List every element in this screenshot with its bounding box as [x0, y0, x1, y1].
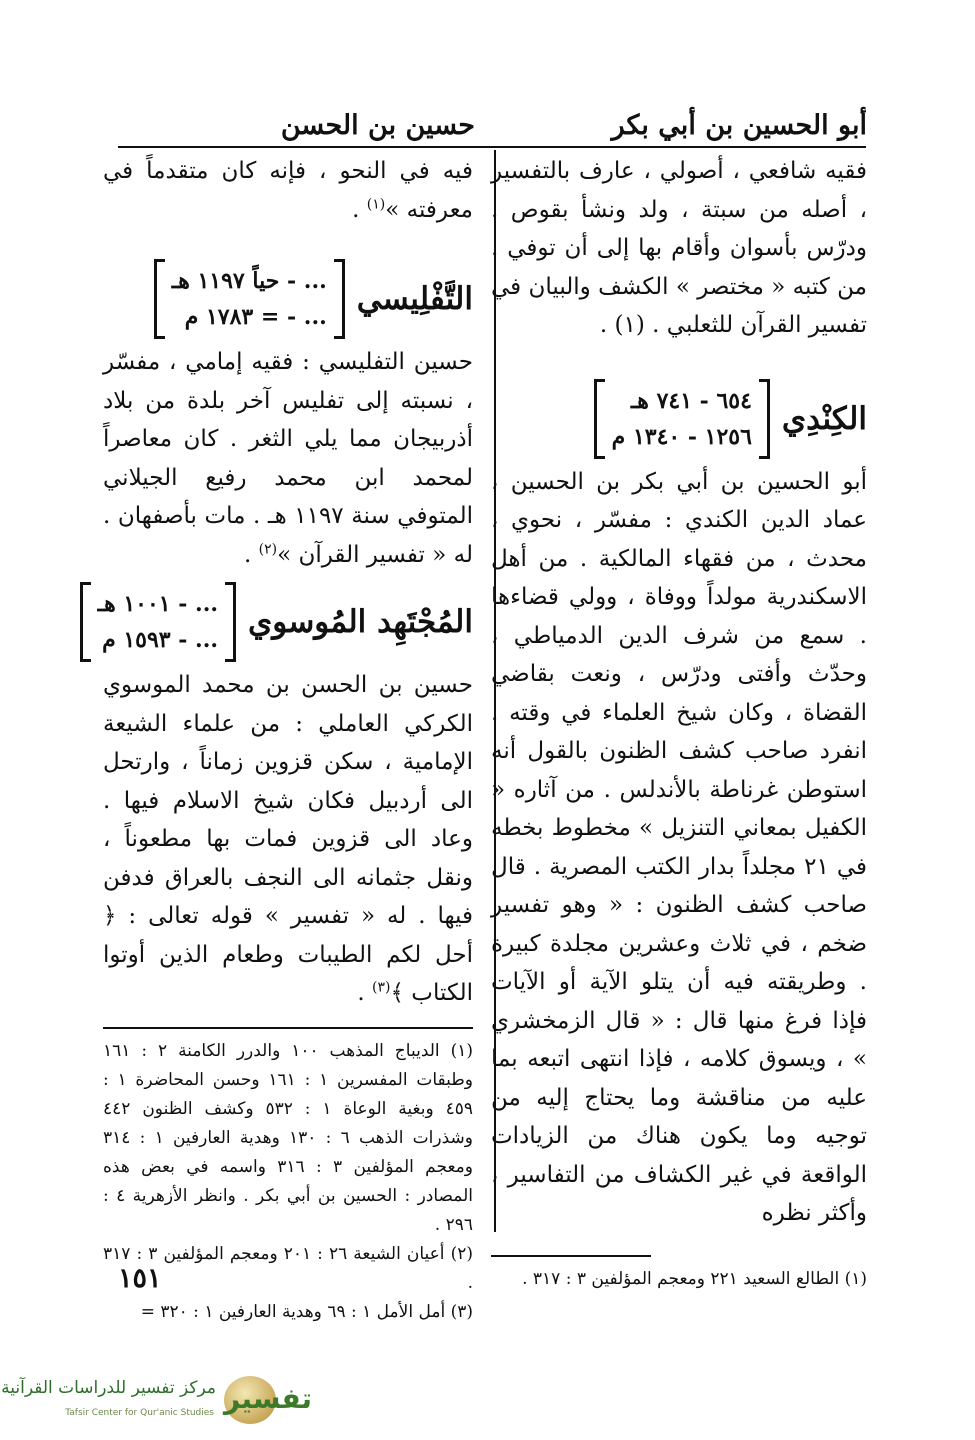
footnote-ref: (٣): [372, 979, 391, 996]
entry-body: حسين بن الحسن بن محمد الموسوي الكركي العاملي : من علماء الشيعة الإمامية ، سكن قزوين زماناً ، وارتحل الى أردبيل فكان شيخ الاسلام فيها . وعاد الى قزوين فمات بها مطعوناً ، ونقل جثمانه الى النجف بالعراق فدفن فيها . له « تفسير » قوله تعالى : ﴿ أحل لكم الطيبات وطعام الذين أوتوا الكتاب ﴾: [103, 672, 473, 1006]
entry-heading-musawi: [97, 582, 473, 662]
footnote: (١) الطالع السعيد ٢٢١ ومعجم المؤلفين ٣ : ٣١٧ .: [522, 1268, 867, 1289]
dates-hijri: ... - حياً ١١٩٧ هـ: [171, 268, 327, 294]
running-head-left: حسين بن الحسن: [280, 110, 475, 141]
footnote-rule: [103, 1027, 473, 1029]
logo-wordmark: تفسير: [223, 1382, 312, 1415]
entry-text: حسين بن الحسن بن محمد الموسوي الكركي العاملي : من علماء الشيعة الإمامية ، سكن قزوين زماناً ، وارتحل الى أردبيل فكان شيخ الاسلام فيها . وعاد الى قزوين فمات بها مطعوناً ، ونقل جثمانه الى النجف بالعراق فدفن فيها . له « تفسير » قوله تعالى : ﴿ أحل لكم الطيبات وطعام الذين أوتوا الكتاب ﴾$^{(٣)}$ .: [103, 672, 473, 1006]
entry-name: التَّفْلِيسي: [356, 281, 473, 317]
continued-entry-text: فقيه شافعي ، أصولي ، عارف بالتفسير ، أصله من سبتة ، ولد ونشأ بقوص . ودرّس بأسوان وأقام بها إلى أن توفي . من كتبه « مختصر » الكشف والبيان في تفسير القرآن للثعلبي . (١) .: [491, 158, 867, 338]
entry-dates: [80, 582, 236, 662]
footnote: (١) الديباج المذهب ١٠٠ والدرر الكامنة ٢ : ١٦١ وطبقات المفسرين ١ : ١٦١ وحسن المحاضرة ١ : ٤٥٩ وبغية الوعاة ١ : ٥٣٢ وكشف الظنون ٤٤٢ وشذرات الذهب ٦ : ١٣٠ وهدية العارفين ١ : ٣١٤ ومعجم المؤلفين ٣ : ٣١٦ واسمه في بعض هذه المصادر : الحسين بن أبي بكر . وانظر الأزهرية ٤ : ٢٩٦ .: [103, 1040, 473, 1235]
header-rule: [118, 146, 866, 148]
entry-dates: [154, 259, 345, 339]
entry-name: الكِنْدِي: [781, 400, 867, 437]
running-head-right: أبو الحسين بن أبي بكر: [611, 110, 867, 141]
footnote-ref: (١): [366, 195, 386, 212]
footnote: (٣) أمل الأمل ١ : ٦٩ وهدية العارفين ١ : ٣٢٠ =: [140, 1301, 473, 1322]
left-column: [97, 152, 473, 1327]
entry-dates: [594, 379, 770, 459]
footnote: (٢) أعيان الشيعة ٢٦ : ٢٠١ ومعجم المؤلفين ٣ : ٣١٧ .: [103, 1243, 473, 1293]
page-number: ١٥١: [118, 1263, 162, 1294]
entry-name: المُجْتَهِد المُوسوي: [248, 604, 473, 640]
right-column: [491, 152, 867, 1294]
logo-center-name: مركز تفسير للدراسات القرآنية: [1, 1378, 216, 1398]
dates-gregorian: ١٢٥٦ - ١٣٤٠ م: [611, 423, 752, 450]
entry-heading-tiflisi: [103, 259, 473, 339]
dates-hijri: ٦٥٤ - ٧٤١ هـ: [630, 387, 752, 414]
entry-heading-kindi: [491, 379, 867, 459]
watermark-logo: [1, 1372, 314, 1432]
entry-text: حسين التفليسي : فقيه إمامي ، مفسّر ، نسبته إلى تفليس آخر بلدة من بلاد أذربيجان مما يلي الثغر . كان معاصراً لمحمد ابن محمد رفيع الجيلاني المتوفي سنة ١١٩٧ هـ . مات بأصفهان . له « تفسير القرآن »$^{(٢)}$ .: [103, 349, 473, 568]
entry-text: أبو الحسين بن أبي بكر بن الحسين ، عماد الدين الكندي : مفسّر ، نحوي ، محدث ، من فقهاء المالكية . من أهل الاسكندرية مولداً ووفاة ، وولي قضاءها . سمع من شرف الدين الدمياطي ، وحدّث وأفتى ودرّس ، ونعت بقاضي القضاة ، وكان شيخ العلماء في وقته . انفرد صاحب كشف الظنون بالقول أنه استوطن غرناطة بالأندلس . من آثاره « الكفيل بمعاني التنزيل » مخطوط بخطه في ٢١ مجلداً بدار الكتب المصرية . قال صاحب كشف الظنون : « وهو تفسير ضخم ، في ثلاث وعشرين مجلدة كبيرة . وطريقته فيه أن يتلو الآية أو الآيات فإذا فرغ منها قال : « قال الزمخشري » ، ويسوق كلامه ، فإذا انتهى اتبعه بما عليه من مناقشة وما يحتاج إليه من توجيه وما يكون هناك من الزيادات الواقعة في غير الكشاف من التفاسير ، وأكثر نظره: [491, 468, 868, 1226]
intro-text: فيه في النحو ، فإنه كان متقدماً في معرفته »: [103, 158, 473, 223]
dates-hijri: ... - ١٠٠١ هـ: [97, 591, 219, 617]
logo-subtitle: Tafsir Center for Qur'anic Studies: [65, 1408, 214, 1418]
dates-gregorian: ... - = ١٧٨٣ م: [184, 304, 327, 330]
dates-gregorian: ... - ١٥٩٣ م: [102, 627, 219, 653]
footnote-ref: (٢): [258, 540, 278, 557]
entry-body: حسين التفليسي : فقيه إمامي ، مفسّر ، نسبته إلى تفليس آخر بلدة من بلاد أذربيجان مما يلي الثغر . كان معاصراً لمحمد ابن محمد رفيع الجيلاني المتوفي سنة ١١٩٧ هـ . مات بأصفهان . له « تفسير القرآن »: [103, 349, 473, 568]
footnote-rule: [491, 1255, 651, 1257]
continued-entry-text: فيه في النحو ، فإنه كان متقدماً في معرفته »$^{(١)}$ .: [103, 158, 473, 223]
